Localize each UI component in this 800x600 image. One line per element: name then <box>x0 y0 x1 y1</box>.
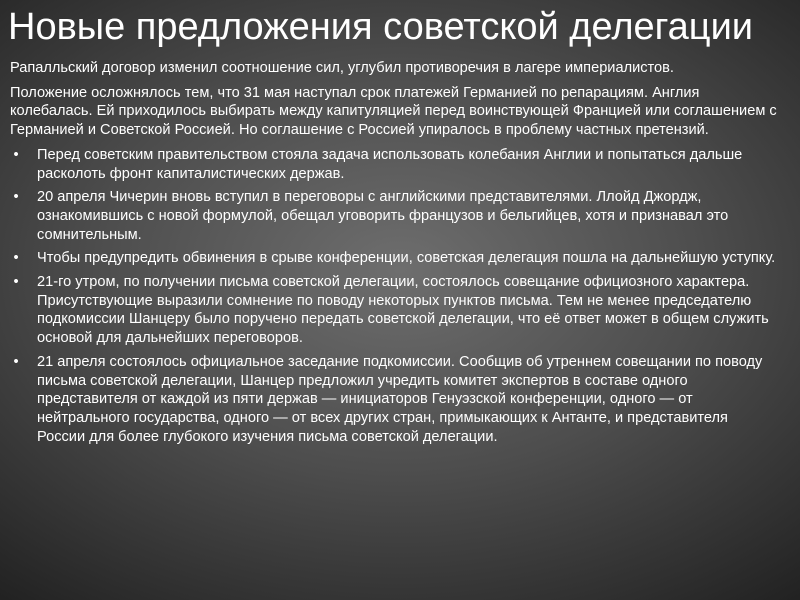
slide-title: Новые предложения советской делегации <box>8 6 754 48</box>
paragraph-rapallo: Рапалльский договор изменил соотношение сил, углубил противоречия в лагере империалистов. <box>10 60 674 76</box>
bullet-text: 21-го утром, по получении письма советской делегации, состоялось совещание официозного характера. Присутствующие выразили сомнение по поводу некоторых пунктов письма. Тем не менее председателю подкомиссии Шанцеру было поручено передать советской делегации, что её ответ может в общем служить основой для дальнейших переговоров. <box>37 274 769 347</box>
list-item <box>10 188 780 244</box>
bullet-text: 21 апреля состоялось официальное заседание подкомиссии. Сообщив об утреннем совещании по поводу письма советской делегации, Шанцер предложил учредить комитет экспертов в составе одного представителя от каждой из пяти держав — инициаторов Генуэзской конференции, одного — от нейтрального государства, одного — от всех других стран, примыкающих к Антанте, и представителя России для более глубокого изучения письма советской делегации. <box>37 353 763 445</box>
slide-body <box>10 59 780 451</box>
bullet-icon: • <box>13 146 19 163</box>
bullet-icon: • <box>13 250 19 267</box>
list-item <box>10 353 780 447</box>
bullet-list <box>10 146 780 447</box>
bullet-icon: • <box>13 274 19 291</box>
bullet-text: 20 апреля Чичерин вновь вступил в переговоры с английскими представителями. Ллойд Джордж, ознакомившись с новой формулой, обещал уговорить французов и бельгийцев, хотя и признавал это сомнительным. <box>37 189 729 243</box>
list-item <box>10 273 780 348</box>
bullet-icon: • <box>13 189 19 206</box>
list-item <box>10 249 780 268</box>
list-item <box>10 146 780 183</box>
bullet-icon: • <box>13 353 19 370</box>
bullet-text: Чтобы предупредить обвинения в срыве конференции, советская делегация пошла на дальнейшую уступку. <box>37 250 776 267</box>
paragraph-situation: Положение осложнялось тем, что 31 мая наступал срок платежей Германией по репарациям. Англия колебалась. Ей приходилось выбирать между капитуляцией перед воинствующей Францией или соглашением с Германией и Советской Россией. Но соглашение с Россией упиралось в проблему частных претензий. <box>10 84 777 139</box>
bullet-text: Перед советским правительством стояла задача использовать колебания Англии и попытаться дальше расколоть фронт капиталистических держав. <box>37 146 743 182</box>
